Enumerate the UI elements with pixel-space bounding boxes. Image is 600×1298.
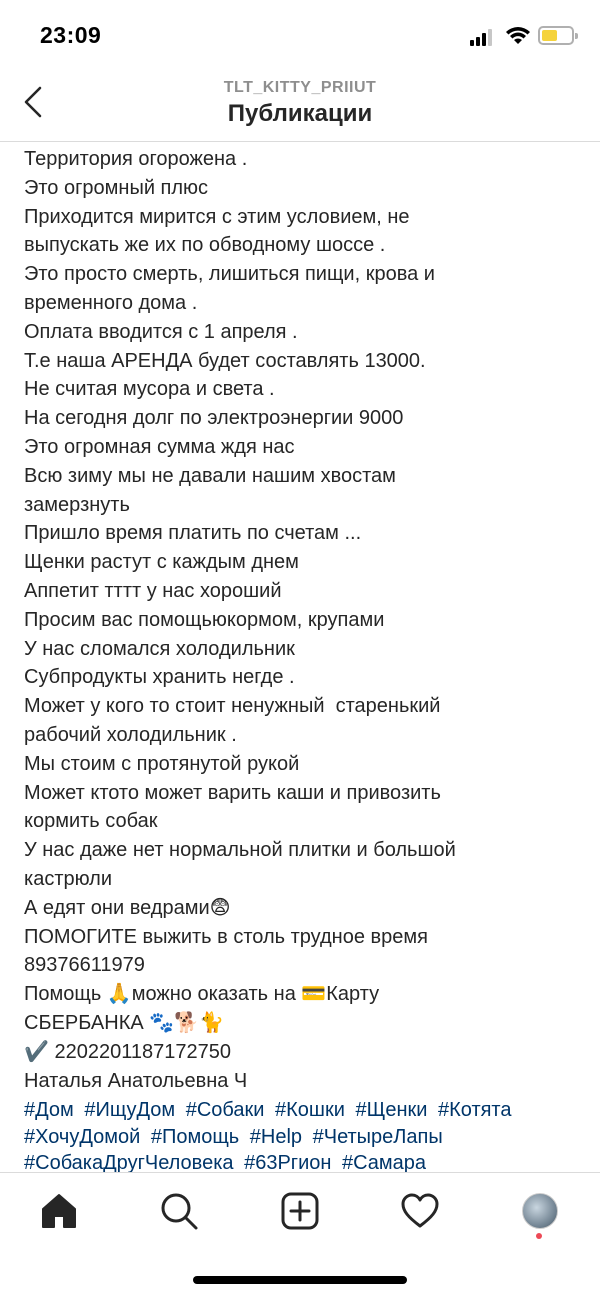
battery-icon: [538, 26, 574, 45]
caption-line: Не считая мусора и света .: [24, 378, 275, 401]
hashtag-link[interactable]: #Собаки: [185, 1099, 265, 1121]
hashtag-link[interactable]: #Дом: [24, 1099, 74, 1121]
caption-line: Может у кого то стоит ненужный старенький: [24, 695, 441, 718]
hashtag-link[interactable]: #63Ргион: [244, 1152, 332, 1172]
caption-line: Аппетит тттт у нас хороший: [24, 579, 282, 602]
caption-line: Субпродукты хранить негде .: [24, 666, 295, 689]
caption-line: Помощь 🙏можно оказать на 💳Карту: [24, 983, 380, 1006]
caption-line: Оплата вводится с 1 апреля .: [24, 320, 298, 343]
caption-line: СБЕРБАНКА 🐾🐕🐈: [24, 1011, 224, 1034]
tab-profile[interactable]: [518, 1189, 562, 1233]
search-icon: [159, 1191, 199, 1231]
caption-line: Наталья Анатольевна Ч: [24, 1069, 248, 1092]
hashtag-link[interactable]: #ХочуДомой: [24, 1125, 141, 1148]
tab-activity[interactable]: [398, 1189, 442, 1233]
post-caption: [0, 142, 600, 1172]
hashtag-link[interactable]: #Щенки: [355, 1099, 428, 1121]
caption-line: Может ктото может варить каши и привозить: [24, 781, 441, 804]
caption-line: Просим вас помощьюкормом, крупами: [24, 608, 385, 631]
hashtag-link[interactable]: #Help: [249, 1125, 303, 1148]
status-bar: [0, 0, 600, 70]
account-username: TLT_KITTY_PRIIUT: [223, 79, 377, 96]
cellular-signal-icon: [470, 28, 496, 46]
home-icon: [39, 1191, 79, 1231]
caption-line: У нас даже нет нормальной плитки и большой: [24, 839, 456, 862]
caption-line: Это огромная сумма ждя нас: [24, 435, 295, 458]
caption-line: ✔️ 2202201187172750: [24, 1040, 231, 1063]
notification-dot: [536, 1233, 542, 1239]
hashtag-link[interactable]: #Кошки: [275, 1099, 345, 1121]
caption-line: Приходится мирится с этим условием, не: [24, 205, 410, 228]
caption-line: Т.е наша АРЕНДА будет составлять 13000.: [24, 349, 426, 372]
hashtag-link[interactable]: #Помощь: [150, 1125, 240, 1148]
caption-line: ПОМОГИТЕ выжить в столь трудное время: [24, 925, 428, 948]
caption-text: [24, 146, 584, 1096]
hashtag-list: [24, 1097, 589, 1172]
hashtag-link[interactable]: #Котята: [437, 1099, 512, 1121]
heart-icon: [400, 1191, 440, 1231]
plus-square-icon: [280, 1191, 320, 1231]
caption-line: выпускать же их по обводному шоссе .: [24, 234, 386, 257]
caption-line: Всю зиму мы не давали нашим хвостам: [24, 464, 396, 487]
caption-line: А едят они ведрами😨: [24, 896, 231, 919]
tab-search[interactable]: [157, 1189, 201, 1233]
caption-line: Это просто смерть, лишиться пищи, крова и: [24, 263, 435, 286]
caption-line: кастрюли: [24, 867, 112, 890]
caption-line: Щенки растут с каждым днем: [24, 551, 299, 574]
status-time: 23:09: [40, 22, 102, 48]
navigation-header: [0, 70, 600, 142]
caption-line: У нас сломался холодильник: [24, 637, 295, 660]
caption-line: Территория огорожена .: [24, 148, 248, 170]
caption-line: временного дома .: [24, 291, 198, 314]
hashtag-link[interactable]: #СобакаДругЧеловека: [24, 1152, 234, 1172]
caption-line: кормить собак: [24, 810, 158, 833]
caption-line: рабочий холодильник .: [24, 723, 237, 746]
tab-home[interactable]: [37, 1189, 81, 1233]
caption-line: Мы стоим с протянутой рукой: [24, 752, 300, 775]
wifi-icon: [505, 25, 531, 45]
hashtag-link[interactable]: #ИщуДом: [84, 1099, 176, 1121]
caption-line: На сегодня долг по электроэнергии 9000: [24, 407, 404, 430]
caption-line: замерзнуть: [24, 493, 130, 516]
home-indicator[interactable]: [193, 1276, 407, 1284]
caption-line: Это огромный плюс: [24, 176, 209, 199]
hashtag-link[interactable]: #ЧетыреЛапы: [312, 1125, 443, 1148]
caption-line: Пришло время платить по счетам ...: [24, 522, 362, 545]
page-title: Публикации: [227, 100, 373, 127]
tab-new-post[interactable]: [278, 1189, 322, 1233]
hashtag-link[interactable]: #Самара: [341, 1152, 427, 1172]
avatar: [522, 1193, 558, 1229]
caption-line: 89376611979: [24, 954, 145, 977]
